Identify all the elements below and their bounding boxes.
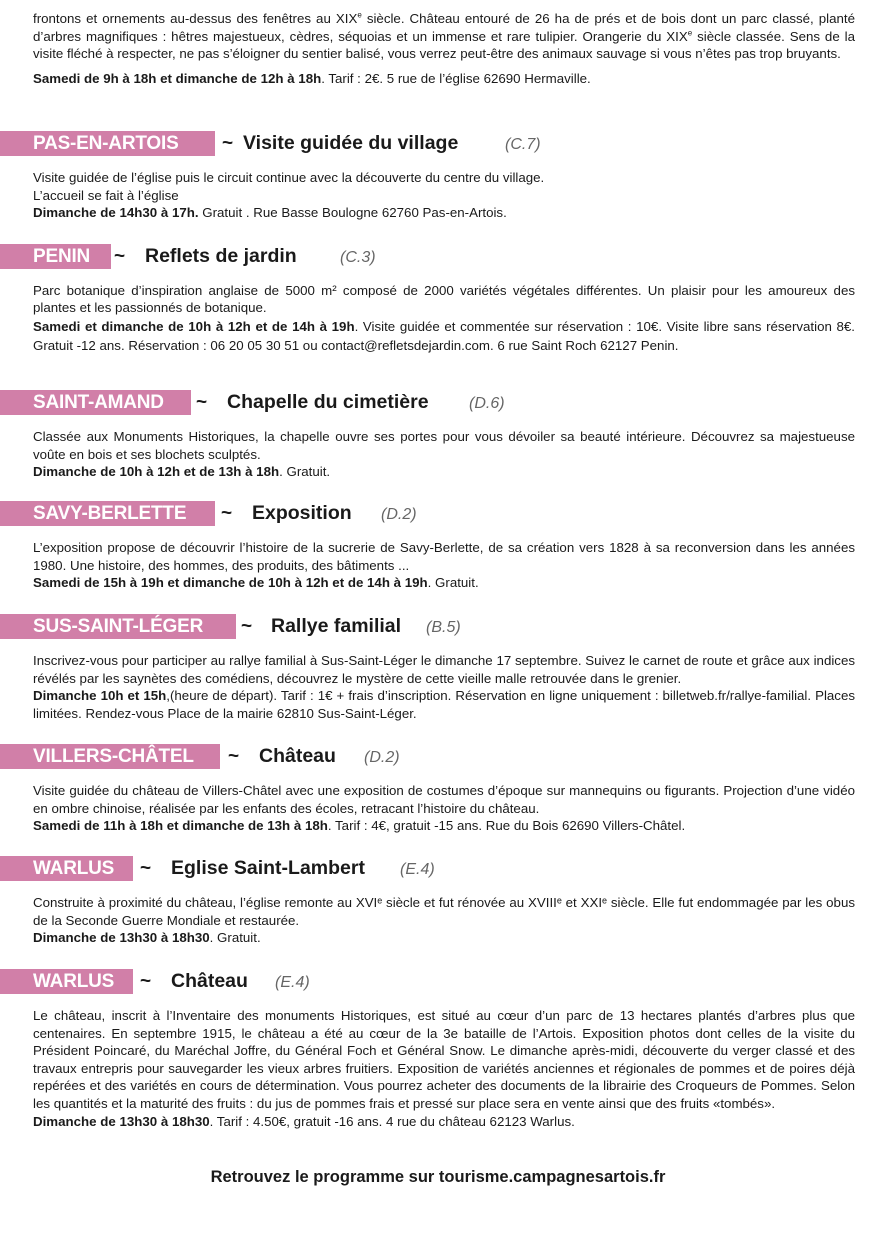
event-entry (0, 244, 876, 356)
event-hours (33, 1113, 855, 1131)
event-description (33, 282, 855, 356)
event-header (0, 969, 876, 995)
event-title: Rallye familial (271, 615, 402, 637)
event-header (0, 131, 876, 157)
event-header (0, 501, 876, 527)
event-title: Château (259, 745, 336, 767)
event-entry (0, 501, 876, 592)
intro-text (33, 10, 855, 63)
town-name: PAS-EN-ARTOIS (33, 133, 179, 154)
hours-bold: Samedi de 15h à 19h et dimanche de 10h à 12h et de 14h à 19h (33, 575, 428, 591)
map-reference: (B.5) (426, 619, 461, 636)
hours-rest: . Tarif : 4.50€, gratuit -16 ans. 4 rue du château 62123 Warlus. (209, 1113, 575, 1129)
event-description (33, 782, 855, 835)
event-hours (33, 574, 855, 592)
event-description (33, 894, 855, 947)
hours-rest: . Tarif : 2€. 5 rue de l’église 62690 Hermaville. (321, 70, 591, 86)
event-title: Chapelle du cimetière (227, 391, 429, 413)
map-reference: (D.6) (469, 395, 505, 412)
intro-text-part: siècle classée. Sens de la visite fléché à respecter, ne pas s’éloigner du sentier balisé, vous verrez peut-être des animaux sauvage si vous n’êtes pas trop bruyants. (33, 28, 855, 62)
event-description (33, 652, 855, 722)
event-title: Visite guidée du village (243, 132, 459, 154)
hours-bold: Dimanche de 13h30 à 18h30 (33, 930, 210, 946)
hours-bold: Dimanche de 10h à 12h et de 13h à 18h (33, 464, 280, 480)
hours-rest: . Gratuit. (427, 575, 479, 591)
event-title: Château (171, 970, 248, 992)
event-entry (0, 969, 876, 1130)
hours-rest: Gratuit . Rue Basse Boulogne 62760 Pas-en-Artois. (198, 205, 507, 221)
event-entry (0, 131, 876, 222)
event-header (0, 614, 876, 640)
hours-rest: . Visite guidée et commentée sur réservation : 10€. Visite libre sans réservation 8€. Gratuit -12 ans. Réservation : 06 20 05 30 51 ou contact@refletsdejardin.com. 6 rue Saint Roch 62127 Penin. (33, 318, 855, 354)
separator: ~ (114, 246, 126, 267)
town-name: WARLUS (33, 971, 115, 992)
description-text: Construite à proximité du château, l’église remonte au XVIᵉ siècle et fut rénovée au XVIIIᵉ et XXIᵉ siècle. Elle fut endommagée par les obus de la Seconde Guerre Mondiale et restaurée. (33, 895, 855, 928)
intro-hours (33, 70, 855, 88)
hours-rest: . Tarif : 4€, gratuit -15 ans. Rue du Bois 62690 Villers-Châtel. (327, 818, 686, 834)
map-reference: (E.4) (275, 974, 310, 991)
event-hours (33, 817, 855, 835)
hours-bold: Samedi de 9h à 18h et dimanche de 12h à 18h (33, 70, 322, 86)
description-text: L’accueil se fait à l’église (33, 187, 179, 203)
event-entry (0, 744, 876, 835)
description-text: Parc botanique d’inspiration anglaise de 5000 m² composé de 2000 variétés végétales différentes. Un plaisir pour les amoureux des plantes et les passionnés de botanique. (33, 283, 855, 316)
intro-section (33, 10, 855, 87)
town-name: SAINT-AMAND (33, 392, 164, 413)
description-text: L’exposition propose de découvrir l’histoire de la sucrerie de Savy-Berlette, de sa création vers 1828 à sa reconversion dans les années 1980. Une histoire, des hommes, des produits, des bâtiments ... (33, 540, 855, 573)
separator: ~ (241, 616, 253, 637)
event-title: Eglise Saint-Lambert (171, 857, 365, 879)
separator: ~ (221, 503, 233, 524)
description-text: Visite guidée du château de Villers-Châtel avec une exposition de costumes d’époque sur mannequins ou figurants. Projection d’une vidéo en ombre chinoise, réalisée par les enfants des écoles, retracant l’histoire du château. (33, 783, 855, 816)
hours-bold: Dimanche 10h et 15h (33, 688, 167, 704)
hours-bold: Samedi de 11h à 18h et dimanche de 13h à 18h (33, 818, 328, 834)
event-header (0, 744, 876, 770)
map-reference: (E.4) (400, 861, 435, 878)
event-description (33, 1007, 855, 1130)
event-header (0, 244, 876, 270)
event-description (33, 428, 855, 481)
separator: ~ (140, 858, 152, 879)
intro-text-part: siècle. Château entouré de 26 ha de prés et de bois dont un parc classé, planté d’arbres magnifiques : hêtres majestueux, cèdres, séquoias et un immense et rare tulipier. Orangerie du XIX (33, 11, 855, 44)
town-name: SAVY-BERLETTE (33, 503, 187, 524)
event-description (33, 169, 855, 222)
town-name: PENIN (33, 246, 91, 267)
map-reference: (D.2) (381, 506, 417, 523)
town-name: VILLERS-CHÂTEL (33, 746, 194, 767)
description-text: Le château, inscrit à l’Inventaire des monuments Historiques, est situé au cœur d’un parc de 13 hectares plantés d’arbres plus que centenaires. En septembre 1915, le château a été au cœur de la 3e bataille de l’Artois. Exposition photos dont celles de la visite du Président Poincaré, du Maréchal Joffre, du Général Foch et Général Snow. Le dimanche après-midi, découverte du verger classé et des travaux entrepris pour sauvegarder les vieux arbres fruitiers. Exposition de variétés anciennes et régionales de pommes et de poires déjà repérées et des variétés en cours de détermination. Vous pourrez acheter des documents de la librairie des Croqueurs de Pommes. Selon les quantités et la maturité des fruits : du jus de pommes frais et pressé sur place sera en vente ainsi que des fruits «tombés». (33, 1008, 855, 1111)
hours-bold: Dimanche de 13h30 à 18h30 (33, 1113, 210, 1129)
event-header (0, 856, 876, 882)
separator: ~ (140, 971, 152, 992)
event-entry (0, 856, 876, 947)
map-reference: (C.7) (505, 136, 541, 153)
event-description (33, 539, 855, 592)
description-text: Inscrivez-vous pour participer au rallye familial à Sus-Saint-Léger le dimanche 17 septembre. Suivez le carnet de route et grâce aux indices révélés par les saynètes des comédiens, découvrez le mystère de cette vieille malle retrouvée dans le grenier. (33, 653, 855, 686)
hours-rest: ,(heure de départ). Tarif : 1€ + frais d’inscription. Réservation en ligne uniquement : billetweb.fr/rallye-familial. Places limitées. Rendez-vous Place de la mairie 62810 Sus-Saint-Léger. (33, 688, 855, 721)
event-hours (33, 463, 855, 481)
hours-rest: . Gratuit. (279, 464, 331, 480)
footer-link-text: Retrouvez le programme sur tourisme.campagnesartois.fr (210, 1168, 666, 1186)
map-reference: (C.3) (340, 249, 376, 266)
map-reference: (D.2) (364, 749, 400, 766)
hours-bold: Dimanche de 14h30 à 17h. (33, 205, 199, 221)
event-title: Reflets de jardin (145, 245, 297, 267)
event-hours (33, 317, 855, 356)
description-text: Classée aux Monuments Historiques, la chapelle ouvre ses portes pour vous dévoiler sa beauté intérieure. Découvrez sa majestueuse voûte en bois et ses blochets sculptés. (33, 429, 855, 462)
description-text: Visite guidée de l’église puis le circuit continue avec la découverte du centre du village. (33, 170, 545, 185)
event-hours (33, 929, 855, 947)
event-header (0, 390, 876, 416)
hours-rest: . Gratuit. (209, 930, 261, 946)
event-entry (0, 614, 876, 722)
separator: ~ (228, 746, 240, 767)
hours-bold: Samedi et dimanche de 10h à 12h et de 14h à 19h (33, 318, 355, 334)
separator: ~ (222, 133, 234, 154)
event-entry (0, 390, 876, 481)
event-title: Exposition (252, 502, 352, 524)
intro-text-part: frontons et ornements au-dessus des fenêtres au XIX (33, 11, 358, 26)
superscript: e (687, 28, 693, 38)
superscript: e (357, 10, 362, 20)
separator: ~ (196, 392, 208, 413)
event-hours (33, 687, 855, 722)
event-hours (33, 204, 855, 222)
town-name: WARLUS (33, 858, 115, 879)
town-name: SUS-SAINT-LÉGER (33, 616, 204, 637)
